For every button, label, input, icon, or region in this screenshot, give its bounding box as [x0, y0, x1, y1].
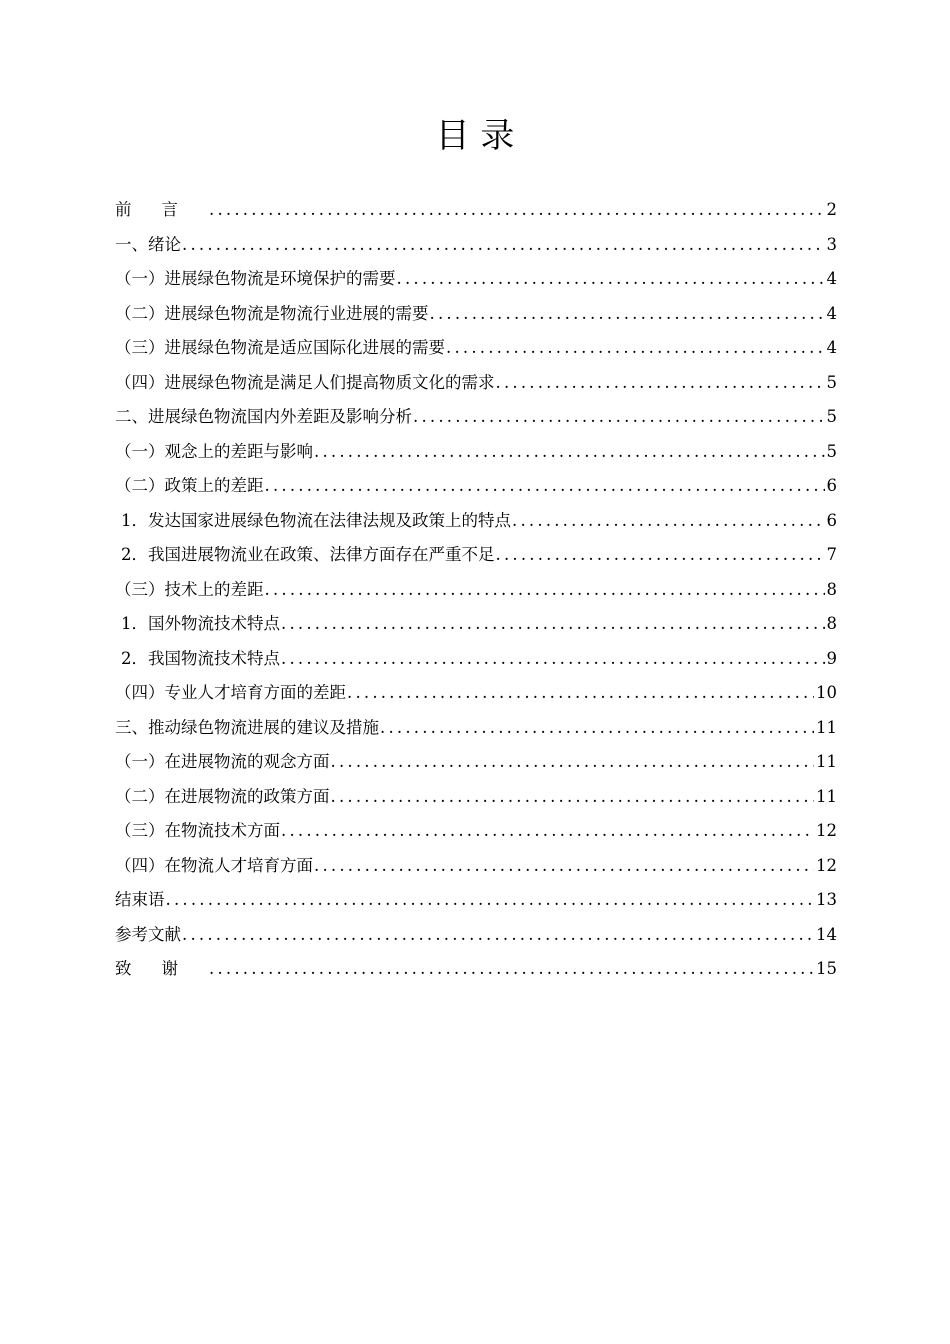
toc-leader-dots: [445, 331, 825, 366]
toc-entry-page: 9: [826, 648, 837, 668]
toc-leader-dots: [208, 952, 814, 987]
toc-entry-label: （四）进展绿色物流是满足人们提高物质文化的需求: [115, 372, 495, 392]
toc-entry-label: （一）在进展物流的观念方面: [115, 752, 330, 771]
toc-entry-label: （一）进展绿色物流是环境保护的需要: [115, 269, 396, 288]
toc-leader-dots: [208, 193, 825, 228]
toc-leader-dots: [379, 711, 814, 746]
toc-entry-label: （四）专业人才培育方面的差距: [115, 683, 346, 702]
toc-entry-label: （二）在进展物流的政策方面: [115, 786, 330, 806]
toc-entry-page: 3: [826, 234, 837, 254]
toc-entry-page: 11: [816, 717, 837, 737]
toc-leader-dots: [280, 642, 825, 677]
toc-entry-label: 参考文献: [115, 924, 181, 944]
toc-entry-label: （二）进展绿色物流是物流行业进展的需要: [115, 303, 429, 323]
toc-entry-label: （三）在物流技术方面: [115, 821, 280, 840]
toc-entry-page: 8: [826, 614, 837, 633]
toc-entry: [115, 780, 837, 815]
toc-entry-page: 5: [826, 441, 837, 461]
toc-entry: [115, 538, 837, 573]
toc-entry-page: 4: [826, 338, 837, 357]
toc-entry: [115, 745, 837, 780]
toc-entry: [115, 366, 837, 401]
toc-leader-dots: [264, 469, 825, 504]
toc-entry: [115, 469, 837, 504]
toc-entry-page: 4: [826, 303, 837, 323]
toc-leader-dots: [346, 676, 814, 711]
toc-entry: [115, 711, 837, 746]
toc-entry: [115, 297, 837, 332]
toc-leader-dots: [429, 297, 825, 332]
toc-leader-dots: [280, 814, 814, 849]
toc-entry: [115, 607, 837, 642]
toc-entry-page: 5: [826, 407, 837, 426]
toc-entry-page: 6: [826, 476, 837, 495]
toc-entry-label: 致谢: [115, 959, 208, 978]
toc-entry: [115, 400, 837, 435]
toc-entry-page: 11: [816, 786, 837, 806]
toc-entry-page: 5: [826, 372, 837, 392]
toc-entry-label: 前言: [115, 200, 208, 219]
toc-entry-label: 1．国外物流技术特点: [121, 614, 280, 633]
toc-entry-label: 2．我国物流技术特点: [121, 648, 280, 668]
toc-leader-dots: [280, 607, 825, 642]
toc-entry: [115, 952, 837, 987]
toc-leader-dots: [495, 538, 825, 573]
toc-entry: [115, 642, 837, 677]
toc-leader-dots: [264, 573, 825, 608]
toc-entry-label: 三、推动绿色物流进展的建议及措施: [115, 717, 379, 737]
toc-leader-dots: [165, 883, 815, 918]
toc-entry-page: 8: [826, 579, 837, 599]
toc-leader-dots: [330, 780, 815, 815]
toc-entry-label: 结束语: [115, 890, 165, 909]
toc-entry-label: （二）政策上的差距: [115, 476, 264, 495]
toc-entry-page: 2: [826, 200, 837, 219]
toc-entry-label: 一、绪论: [115, 234, 181, 254]
toc-entry: [115, 573, 837, 608]
toc-leader-dots: [313, 435, 825, 470]
toc-entry: [115, 849, 837, 884]
toc-entry-page: 15: [816, 959, 837, 978]
toc-entry: [115, 814, 837, 849]
toc-entry-label: （一）观念上的差距与影响: [115, 441, 313, 461]
toc-entry-page: 7: [826, 545, 837, 564]
toc-entry: [115, 504, 837, 539]
toc-entry-page: 13: [816, 890, 837, 909]
toc-leader-dots: [330, 745, 815, 780]
toc-entry-page: 4: [826, 269, 837, 288]
toc-entry-page: 11: [816, 752, 837, 771]
toc-leader-dots: [181, 228, 825, 263]
toc-leader-dots: [181, 918, 814, 953]
toc-entry: [115, 262, 837, 297]
toc-entry-page: 14: [816, 924, 837, 944]
toc-entry: [115, 228, 837, 263]
toc-list: [115, 193, 837, 987]
toc-entry-label: 1．发达国家进展绿色物流在法律法规及政策上的特点: [121, 510, 511, 530]
toc-entry: [115, 193, 837, 228]
toc-leader-dots: [511, 504, 825, 539]
toc-entry: [115, 918, 837, 953]
toc-entry: [115, 435, 837, 470]
toc-entry-label: （三）进展绿色物流是适应国际化进展的需要: [115, 338, 445, 357]
toc-entry: [115, 331, 837, 366]
toc-entry-page: 10: [816, 683, 837, 702]
toc-entry: [115, 883, 837, 918]
toc-entry-page: 12: [816, 855, 837, 875]
toc-entry-label: （四）在物流人才培育方面: [115, 855, 313, 875]
toc-leader-dots: [313, 849, 814, 884]
toc-entry-label: 2．我国进展物流业在政策、法律方面存在严重不足: [121, 545, 495, 564]
toc-leader-dots: [495, 366, 825, 401]
toc-title: 目 录: [435, 116, 515, 156]
toc-entry-page: 12: [816, 821, 837, 840]
toc-leader-dots: [396, 262, 825, 297]
toc-entry-label: 二、进展绿色物流国内外差距及影响分析: [115, 407, 412, 426]
toc-entry-label: （三）技术上的差距: [115, 579, 264, 599]
toc-entry-page: 6: [826, 510, 837, 530]
toc-entry: [115, 676, 837, 711]
toc-leader-dots: [412, 400, 825, 435]
